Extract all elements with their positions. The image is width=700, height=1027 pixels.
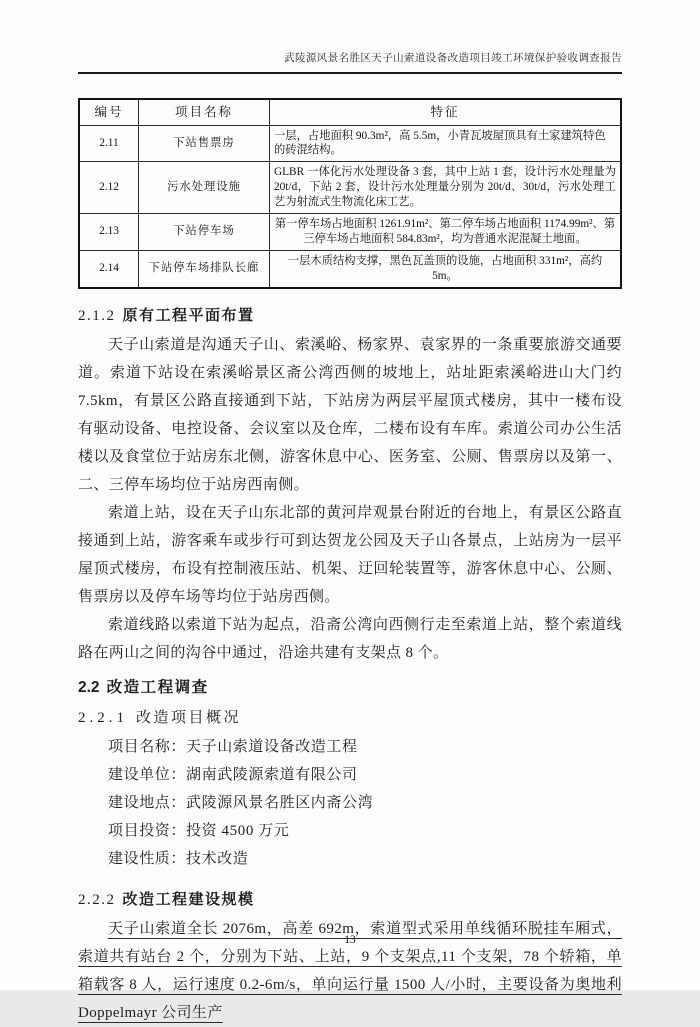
- table-header-row: [79, 99, 621, 125]
- section-title: 改造工程建设规模: [122, 890, 255, 908]
- column-header-id: 编号: [79, 99, 139, 125]
- project-features-table: [78, 98, 622, 289]
- section-number: 2.2.1: [78, 709, 128, 726]
- row-feature: 一层，占地面积 90.3m²，高 5.5m，小青瓦坡屋顶具有土家建筑特色的砖混结构。: [270, 125, 622, 162]
- report-title: 武陵源风景名胜区天子山索道设备改造项目竣工环境保护验收调查报告: [284, 53, 622, 64]
- row-name: 下站停车场: [139, 214, 270, 251]
- section-number: 2.1.2: [78, 307, 116, 324]
- paragraph-upper-station: 索道上站，设在天子山东北部的黄河岸观景台附近的台地上，有景区公路直接通到上站，游客乘车或步行可到达贺龙公园及天子山各景点，上站房为一层平屋顶式楼房，布设有控制液压站、机架、迂回轮装置等，游客休息中心、公厕、售票房以及停车场等均位于站房西侧。: [78, 504, 622, 605]
- report-running-header: [78, 50, 622, 74]
- table-row: [79, 250, 621, 287]
- section-heading-2-2-1: [78, 705, 622, 731]
- row-feature: 一层木质结构支撑，黑色瓦盖顶的设施，占地面积 331m²，高约 5m。: [270, 250, 622, 287]
- info-item-nature: 建设性质：技术改造: [108, 850, 249, 867]
- row-id: 2.14: [79, 250, 139, 287]
- row-id: 2.12: [79, 162, 139, 214]
- info-item-location: 建设地点：武陵源风景名胜区内斋公湾: [108, 794, 374, 811]
- row-id: 2.13: [79, 214, 139, 251]
- row-name: 下站停车场排队长廊: [139, 250, 270, 287]
- row-id: 2.11: [79, 125, 139, 162]
- column-header-name: 项目名称: [139, 99, 270, 125]
- project-info-list: [78, 733, 622, 873]
- info-item-construction-unit: 建设单位：湖南武陵源索道有限公司: [108, 766, 358, 783]
- row-feature: GLBR 一体化污水处理设备 3 套，其中上站 1 套，设计污水处理量为 20t/d，下站 2 套，设计污水处理量分别为 20t/d、30t/d，污水处理工艺为射流式生物流化床工艺。: [270, 162, 622, 214]
- paragraph-cableway-route: 索道线路以索道下站为起点，沿斋公湾向西侧行走至索道上站，整个索道线路在两山之间的沟谷中通过，沿途共建有支架点 8 个。: [78, 616, 622, 661]
- section-title: 改造项目概况: [136, 709, 242, 726]
- info-item-project-name: 项目名称：天子山索道设备改造工程: [108, 738, 358, 755]
- info-item-investment: 项目投资：投资 4500 万元: [108, 822, 290, 839]
- row-name: 污水处理设施: [139, 162, 270, 214]
- section-heading-2-2-2: [78, 888, 622, 912]
- row-name: 下站售票房: [139, 125, 270, 162]
- table-row: [79, 214, 621, 251]
- table-row: [79, 162, 621, 214]
- paragraph-construction-scale: 天子山索道全长 2076m，高差 692m，索道型式采用单线循环脱挂车厢式，索道共有站台 2 个，分别为下站、上站，9 个支架点,11 个支架，78 个轿箱，单箱载客 8 人，运行速度 0.2-6m/s，单向运行量 1500 人/小时，主要设备为奥地利 Doppelmayr 公司生产: [78, 920, 622, 1021]
- section-title: 改造工程调查: [106, 678, 209, 696]
- row-feature: 第一停车场占地面积 1261.91m²、第二停车场占地面积 1174.99m²、第三停车场占地面积 584.83m²，均为普通水泥混凝土地面。: [270, 214, 622, 251]
- table-row: [79, 125, 621, 162]
- section-number: 2.2.2: [78, 891, 116, 908]
- section-title: 原有工程平面布置: [122, 306, 255, 324]
- page-number: 13: [344, 934, 356, 946]
- section-heading-2-1-2: [78, 304, 622, 328]
- section-number: 2.2: [78, 678, 100, 696]
- column-header-feature: 特征: [270, 99, 622, 125]
- paragraph-lower-station: 天子山索道是沟通天子山、索溪峪、杨家界、袁家界的一条重要旅游交通要道。索道下站设在索溪峪景区斋公湾西侧的坡地上，站址距索溪峪进山大门约 7.5km，有景区公路直接通到下站，下站房为两层平屋顶式楼房，其中一楼布设有驱动设备、电控设备、会议室以及仓库，二楼布设有车库。索道公司办公生活楼以及食堂位于站房东北侧，游客休息中心、医务室、公厕、售票房以及第一、二、三停车场均位于站房西南侧。: [78, 336, 622, 493]
- section-heading-2-2: [78, 675, 622, 701]
